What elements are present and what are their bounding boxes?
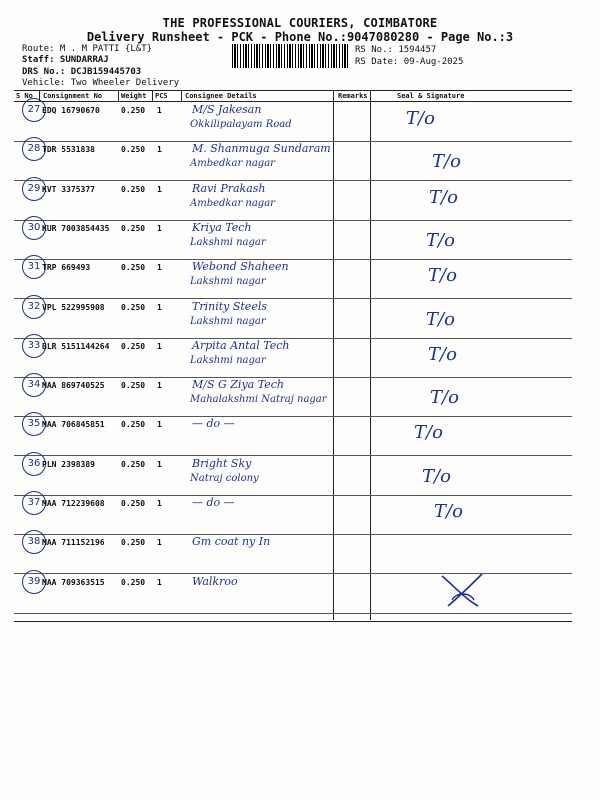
consignee-line-1: Kriya Tech bbox=[192, 221, 252, 234]
table-bottom-rule bbox=[14, 621, 572, 622]
row-divider bbox=[14, 416, 572, 417]
col-header-weight: Weight bbox=[121, 92, 147, 100]
weight-value: 0.250 bbox=[121, 499, 146, 508]
consignee-line-1: Arpita Antal Tech bbox=[192, 339, 290, 352]
route-label: Route: M . M PATTI {L&T} bbox=[22, 44, 153, 54]
table-top-rule bbox=[14, 90, 572, 91]
consignee-line-1: Bright Sky bbox=[192, 457, 252, 470]
consignment-number: BLR 5151144264 bbox=[42, 342, 110, 351]
serial-number-circle: 37 bbox=[22, 491, 46, 515]
consignee-line-1: Webond Shaheen bbox=[192, 260, 289, 273]
consignee-line-1: M/S Jakesan bbox=[192, 103, 262, 116]
row-divider bbox=[14, 259, 572, 260]
company-title: THE PROFESSIONAL COURIERS, COIMBATORE bbox=[162, 16, 438, 30]
pcs-value: 1 bbox=[157, 578, 162, 587]
row-divider bbox=[14, 298, 572, 299]
serial-number-circle: 29 bbox=[22, 177, 46, 201]
consignee-line-1: Trinity Steels bbox=[192, 300, 267, 313]
col-header-consignment: Consignment No bbox=[43, 92, 103, 100]
pcs-value: 1 bbox=[157, 420, 162, 429]
pcs-value: 1 bbox=[157, 460, 162, 469]
vehicle-label: Vehicle: Two Wheeler Delivery bbox=[22, 78, 180, 88]
serial-number-circle: 27 bbox=[22, 98, 46, 122]
consignee-line-1: M/S G Ziya Tech bbox=[192, 378, 284, 391]
pcs-value: 1 bbox=[157, 381, 162, 390]
table-header-rule bbox=[14, 101, 572, 102]
serial-number-circle: 39 bbox=[22, 570, 46, 594]
consignee-line-1: Ravi Prakash bbox=[192, 182, 266, 195]
weight-value: 0.250 bbox=[121, 381, 146, 390]
consignment-number: MAA 712239608 bbox=[42, 499, 105, 508]
signature-mark: T/o bbox=[429, 187, 458, 208]
serial-number-circle: 32 bbox=[22, 295, 46, 319]
col-header-consignee: Consignee Details bbox=[185, 92, 257, 100]
col-divider bbox=[152, 90, 153, 101]
consignment-number: TDR 5531838 bbox=[42, 145, 95, 154]
signature-mark: T/o bbox=[434, 501, 463, 522]
row-divider bbox=[14, 377, 572, 378]
table-row bbox=[14, 222, 572, 262]
table-row bbox=[14, 104, 572, 144]
consignment-number: EDQ 16790670 bbox=[42, 106, 100, 115]
pcs-value: 1 bbox=[157, 185, 162, 194]
table-row bbox=[14, 497, 572, 537]
weight-value: 0.250 bbox=[121, 303, 146, 312]
consignment-number: TRP 669493 bbox=[42, 263, 91, 272]
weight-value: 0.250 bbox=[121, 145, 146, 154]
crossed-signature-icon bbox=[434, 570, 494, 610]
consignment-number: MAA 706845851 bbox=[42, 420, 105, 429]
table-row bbox=[14, 301, 572, 341]
pcs-value: 1 bbox=[157, 499, 162, 508]
consignee-line-2: Okkilipalayam Road bbox=[190, 119, 292, 130]
consignment-number: PLN 2398389 bbox=[42, 460, 95, 469]
consignment-number: MAA 709363515 bbox=[42, 578, 105, 587]
serial-number-circle: 35 bbox=[22, 412, 46, 436]
serial-number-circle: 31 bbox=[22, 255, 46, 279]
signature-mark: T/o bbox=[426, 230, 455, 251]
signature-mark: T/o bbox=[432, 151, 461, 172]
row-divider bbox=[14, 220, 572, 221]
row-divider bbox=[14, 495, 572, 496]
consignment-number: VPL 522995908 bbox=[42, 303, 105, 312]
row-divider bbox=[14, 534, 572, 535]
weight-value: 0.250 bbox=[121, 342, 146, 351]
rs-info bbox=[355, 44, 463, 68]
col-divider bbox=[118, 90, 119, 101]
serial-number-circle: 30 bbox=[22, 216, 46, 240]
consignee-line-2: Lakshmi nagar bbox=[190, 316, 266, 327]
pcs-value: 1 bbox=[157, 342, 162, 351]
col-header-remarks: Remarks bbox=[338, 92, 368, 100]
consignee-line-1: — do — bbox=[192, 496, 235, 509]
serial-number-circle: 34 bbox=[22, 373, 46, 397]
col-header-sno: S No bbox=[16, 92, 33, 100]
col-header-seal: Seal & Signature bbox=[397, 92, 465, 100]
weight-value: 0.250 bbox=[121, 538, 146, 547]
consignee-line-1: M. Shanmuga Sundaram bbox=[192, 142, 331, 155]
serial-number-circle: 33 bbox=[22, 334, 46, 358]
signature-mark: T/o bbox=[428, 344, 457, 365]
staff-label: Staff: SUNDARRAJ bbox=[22, 55, 109, 65]
consignment-number: MAA 869740525 bbox=[42, 381, 105, 390]
consignee-line-2: Lakshmi nagar bbox=[190, 355, 266, 366]
consignee-line-1: Gm coat ny In bbox=[192, 535, 271, 548]
barcode bbox=[232, 44, 350, 68]
row-divider bbox=[14, 180, 572, 181]
pcs-value: 1 bbox=[157, 224, 162, 233]
table-row bbox=[14, 183, 572, 223]
weight-value: 0.250 bbox=[121, 578, 146, 587]
consignee-line-2: Lakshmi nagar bbox=[190, 276, 266, 287]
pcs-value: 1 bbox=[157, 145, 162, 154]
pcs-value: 1 bbox=[157, 538, 162, 547]
consignee-line-1: Walkroo bbox=[192, 575, 238, 588]
weight-value: 0.250 bbox=[121, 420, 146, 429]
signature-mark: T/o bbox=[426, 309, 455, 330]
table-row bbox=[14, 379, 572, 419]
col-header-pcs: PCS bbox=[155, 92, 168, 100]
table-row bbox=[14, 143, 572, 183]
consignee-line-2: Mahalakshmi Natraj nagar bbox=[190, 394, 327, 405]
consignee-line-2: Lakshmi nagar bbox=[190, 237, 266, 248]
rs-date: RS Date: 09-Aug-2025 bbox=[355, 57, 464, 67]
consignee-line-1: — do — bbox=[192, 417, 235, 430]
consignment-number: MAA 711152196 bbox=[42, 538, 105, 547]
table-row bbox=[14, 458, 572, 498]
row-divider bbox=[14, 455, 572, 456]
weight-value: 0.250 bbox=[121, 263, 146, 272]
consignee-line-2: Ambedkar nagar bbox=[190, 158, 275, 169]
pcs-value: 1 bbox=[157, 106, 162, 115]
table-row bbox=[14, 340, 572, 380]
signature-mark: T/o bbox=[430, 387, 459, 408]
row-divider bbox=[14, 338, 572, 339]
col-divider bbox=[181, 90, 182, 101]
pcs-value: 1 bbox=[157, 263, 162, 272]
table-row bbox=[14, 576, 572, 616]
table-row bbox=[14, 418, 572, 458]
signature-mark: T/o bbox=[428, 265, 457, 286]
signature-mark: T/o bbox=[406, 108, 435, 129]
row-divider bbox=[14, 613, 572, 614]
consignment-number: KVT 3375377 bbox=[42, 185, 95, 194]
signature-mark: T/o bbox=[422, 466, 451, 487]
runsheet-subtitle: Delivery Runsheet - PCK - Phone No.:9047080280 - Page No.:3 bbox=[86, 30, 514, 44]
pcs-value: 1 bbox=[157, 303, 162, 312]
table-row bbox=[14, 261, 572, 301]
consignment-number: KUR 7003854435 bbox=[42, 224, 110, 233]
serial-number-circle: 38 bbox=[22, 530, 46, 554]
weight-value: 0.250 bbox=[121, 224, 146, 233]
serial-number-circle: 28 bbox=[22, 137, 46, 161]
weight-value: 0.250 bbox=[121, 106, 146, 115]
weight-value: 0.250 bbox=[121, 460, 146, 469]
rs-number: RS No.: 1594457 bbox=[355, 45, 437, 55]
consignee-line-2: Ambedkar nagar bbox=[190, 198, 275, 209]
signature-mark: T/o bbox=[414, 422, 443, 443]
drs-number: DRS No.: DCJB159445703 bbox=[22, 67, 142, 77]
weight-value: 0.250 bbox=[121, 185, 146, 194]
serial-number-circle: 36 bbox=[22, 452, 46, 476]
consignee-line-2: Natraj colony bbox=[190, 473, 259, 484]
